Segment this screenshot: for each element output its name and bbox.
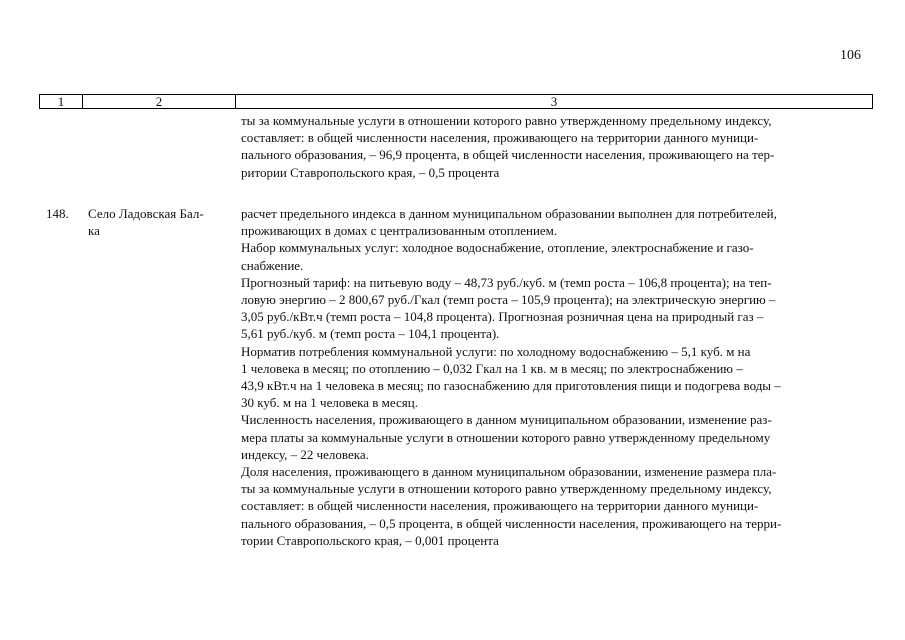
entry-name-line: Село Ладовская Бал- <box>88 206 204 221</box>
table-header-row <box>39 94 873 109</box>
paragraph <box>241 411 868 463</box>
text-line: мера платы за коммунальные услуги в отношении которого равно утвержденному предельному <box>241 429 771 445</box>
paragraph <box>241 239 868 273</box>
text-line: пального образования, – 0,5 процента, в общей численности населения, проживающего на терри- <box>241 515 782 531</box>
text-line: ритории Ставропольского края, – 0,5 процента <box>241 164 500 180</box>
table-header-col3: 3 <box>550 94 558 109</box>
paragraph <box>241 343 868 412</box>
paragraph <box>241 274 868 343</box>
text-line: ловую энергию – 2 800,67 руб./Гкал (темп роста – 105,9 процента); на электрическую энергию – <box>241 292 776 308</box>
text-line: 43,9 кВт.ч на 1 человека в месяц; по газоснабжению для приготовления пищи и подогрева воды – <box>241 378 781 394</box>
entry-number: 148. <box>46 206 69 221</box>
text-line: снабжение. <box>241 257 304 273</box>
text-line: ты за коммунальные услуги в отношении которого равно утвержденному предельному индексу, <box>241 113 772 128</box>
text-line: Численность населения, проживающего в данном муниципальном образовании, изменение раз- <box>241 412 772 428</box>
text-line: индексу, – 22 человека. <box>241 446 369 462</box>
text-line: 5,61 руб./куб. м (темп роста – 104,1 процента). <box>241 326 500 342</box>
text-line: Прогнозный тариф: на питьевую воду – 48,73 руб./куб. м (темп роста – 106,8 процента); на теп- <box>241 274 772 290</box>
text-line: составляет: в общей численности населения, проживающего на территории данного муници- <box>241 498 759 514</box>
text-line: составляет: в общей численности населения, проживающего на территории данного муници- <box>241 130 759 146</box>
text-line: 3,05 руб./кВт.ч (темп роста – 104,8 процента). Прогнозная розничная цена на природный газ – <box>241 309 764 325</box>
text-line: тории Ставропольского края, – 0,001 процента <box>241 532 499 548</box>
entry-description <box>241 205 868 549</box>
page-number: 106 <box>840 48 861 63</box>
text-line: ты за коммунальные услуги в отношении которого равно утвержденному предельному индексу, <box>241 481 772 497</box>
entry-name <box>88 205 234 239</box>
paragraph <box>241 205 868 239</box>
text-line: проживающих в домах с централизованным отоплением. <box>241 223 558 239</box>
text-line: Доля населения, проживающего в данном муниципальном образовании, изменение размера пла- <box>241 464 777 480</box>
text-line: 30 куб. м на 1 человека в месяц. <box>241 395 418 411</box>
paragraph <box>241 463 868 549</box>
table-header-col1: 1 <box>40 95 83 108</box>
entry-name-line: ка <box>88 223 100 239</box>
text-line: Набор коммунальных услуг: холодное водоснабжение, отопление, электроснабжение и газо- <box>241 240 754 256</box>
text-line: Норматив потребления коммунальной услуги: по холодному водоснабжению – 5,1 куб. м на <box>241 343 751 359</box>
text-line: пального образования, – 96,9 процента, в общей численности населения, проживающего на тер- <box>241 147 775 163</box>
text-line: расчет предельного индекса в данном муниципальном образовании выполнен для потребителей, <box>241 206 777 221</box>
text-line: 1 человека в месяц; по отоплению – 0,032 Гкал на 1 кв. м в месяц; по электроснабжению – <box>241 360 743 376</box>
continuation-text <box>241 112 868 181</box>
table-header-col2: 2 <box>83 95 236 108</box>
